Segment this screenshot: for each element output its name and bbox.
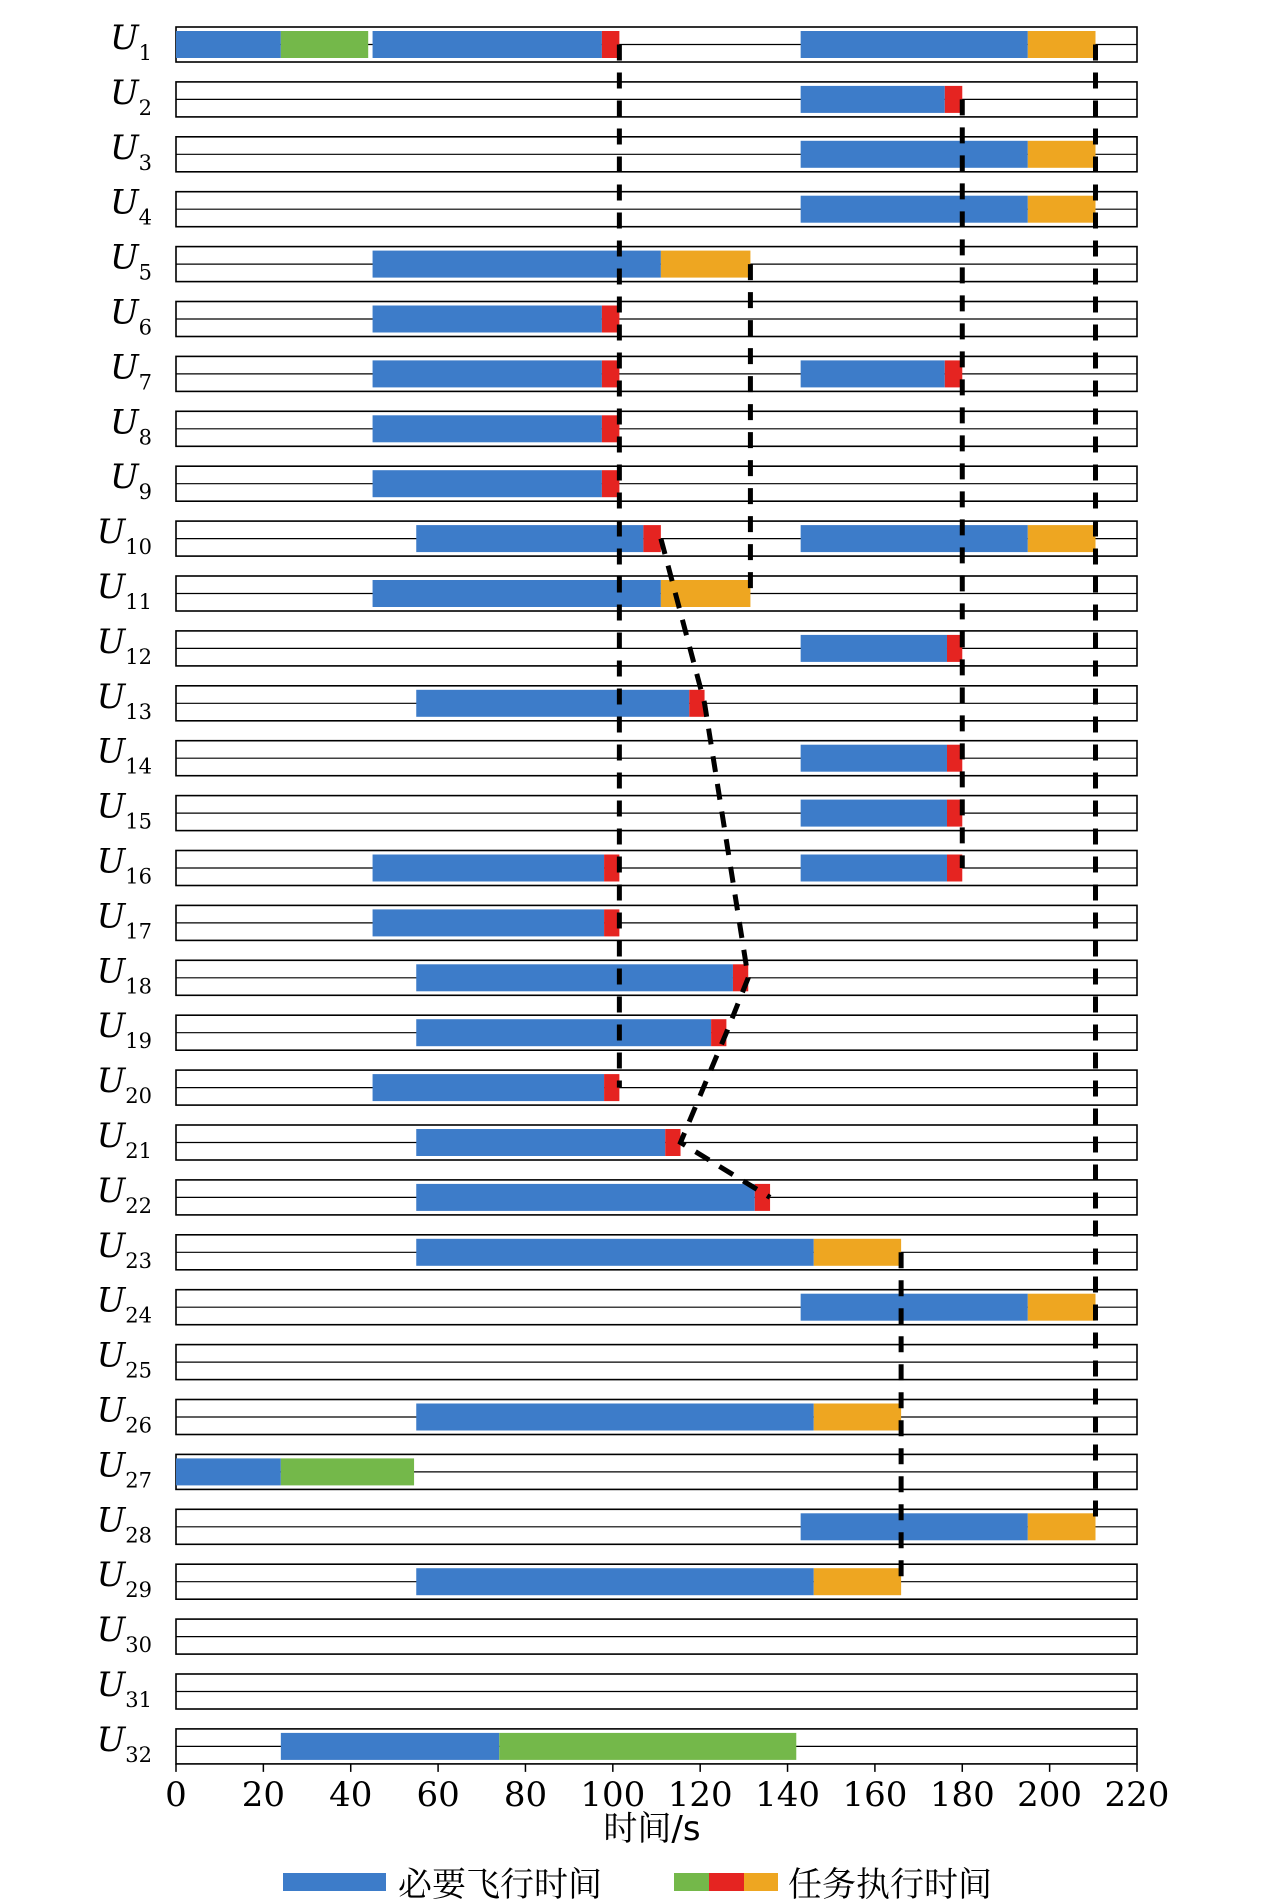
lane-label-9: $U_9$ — [109, 457, 152, 505]
bar-u10-red-25 — [643, 525, 660, 552]
bar-u7-flight-16 — [373, 360, 602, 387]
bar-u4-flight-10 — [801, 196, 1028, 223]
bar-u19-flight-46 — [416, 1019, 711, 1046]
lane-label-26: $U_{26}$ — [96, 1390, 152, 1438]
lane-label-15: $U_{15}$ — [96, 786, 152, 834]
bar-u13-flight-32 — [416, 690, 689, 717]
lane-label-19: $U_{19}$ — [96, 1006, 152, 1054]
bar-u7-red-19 — [945, 360, 962, 387]
lane-label-13: $U_{13}$ — [96, 676, 152, 724]
lane-label-18: $U_{18}$ — [96, 951, 152, 999]
legend-swatch-task-green — [674, 1873, 709, 1891]
lane-label-25: $U_{25}$ — [96, 1335, 152, 1383]
lane-label-4: $U_4$ — [109, 182, 152, 230]
bar-u32-green-67 — [499, 1733, 796, 1760]
bar-u7-red-17 — [602, 360, 619, 387]
legend-swatch-task-orange — [744, 1873, 778, 1891]
bar-u23-orange-55 — [814, 1239, 901, 1266]
bar-u14-flight-34 — [801, 745, 947, 772]
x-tick-label-220: 220 — [1104, 1774, 1170, 1815]
bar-u10-flight-26 — [801, 525, 1028, 552]
bar-u1-green-1 — [281, 31, 368, 58]
x-tick-label-60: 60 — [416, 1774, 460, 1815]
lane-label-27: $U_{27}$ — [96, 1445, 152, 1493]
x-tick-label-20: 20 — [241, 1774, 285, 1815]
lane-label-7: $U_7$ — [109, 347, 152, 395]
bar-u1-flight-2 — [373, 31, 602, 58]
bar-u4-orange-11 — [1028, 196, 1096, 223]
bar-u8-flight-20 — [373, 415, 602, 442]
bar-u1-flight-4 — [801, 31, 1028, 58]
lane-label-24: $U_{24}$ — [96, 1280, 152, 1328]
bar-u1-red-3 — [602, 31, 619, 58]
bar-u20-flight-48 — [373, 1074, 605, 1101]
bar-u2-flight-6 — [801, 86, 945, 113]
bar-u27-green-61 — [281, 1458, 414, 1485]
bar-u15-flight-36 — [801, 800, 947, 827]
x-tick-label-180: 180 — [929, 1774, 995, 1815]
legend — [283, 1865, 992, 1904]
legend-label-flight: 必要飞行时间 — [398, 1865, 602, 1904]
bar-u3-orange-9 — [1028, 141, 1096, 168]
lane-label-3: $U_3$ — [109, 127, 152, 175]
bar-u27-flight-60 — [176, 1458, 281, 1485]
bar-u9-red-23 — [602, 470, 619, 497]
x-tick-label-40: 40 — [329, 1774, 373, 1815]
bar-u22-flight-52 — [416, 1184, 755, 1211]
lane-label-12: $U_{12}$ — [96, 621, 152, 669]
bar-u16-flight-40 — [801, 855, 947, 882]
x-tick-label-100: 100 — [580, 1774, 646, 1815]
bar-u1-orange-5 — [1028, 31, 1096, 58]
lane-label-8: $U_8$ — [109, 402, 152, 450]
lane-label-16: $U_{16}$ — [96, 841, 152, 889]
bar-u8-red-21 — [602, 415, 619, 442]
x-tick-label-200: 200 — [1017, 1774, 1083, 1815]
bar-u12-flight-30 — [801, 635, 947, 662]
bar-u10-flight-24 — [416, 525, 643, 552]
lanes-layer — [97, 18, 1137, 1767]
lane-label-2: $U_2$ — [109, 72, 152, 120]
bar-u18-flight-44 — [416, 964, 733, 991]
bar-u23-flight-54 — [416, 1239, 814, 1266]
lane-label-31: $U_{31}$ — [96, 1665, 152, 1712]
bar-u28-orange-63 — [1028, 1513, 1096, 1540]
bar-u26-orange-59 — [814, 1404, 901, 1431]
bar-u9-flight-22 — [373, 470, 602, 497]
bar-u2-red-7 — [945, 86, 962, 113]
x-tick-label-120: 120 — [667, 1774, 733, 1815]
bar-u6-red-15 — [602, 306, 619, 333]
lane-label-29: $U_{29}$ — [96, 1555, 152, 1603]
lane-label-23: $U_{23}$ — [96, 1225, 152, 1273]
lane-label-10: $U_{10}$ — [96, 512, 152, 560]
legend-label-task: 任务执行时间 — [788, 1865, 992, 1904]
bar-u16-flight-38 — [373, 855, 605, 882]
x-axis — [165, 1764, 1169, 1815]
x-axis-label: 时间/s — [603, 1809, 701, 1849]
x-tick-label-80: 80 — [503, 1774, 548, 1815]
bar-u32-flight-66 — [281, 1733, 499, 1760]
lane-label-17: $U_{17}$ — [96, 896, 152, 944]
lane-label-1: $U_1$ — [109, 18, 152, 65]
bar-u17-flight-42 — [373, 909, 605, 936]
bar-u29-flight-64 — [416, 1568, 814, 1595]
legend-swatch-flight — [283, 1873, 386, 1891]
lane-label-28: $U_{28}$ — [96, 1500, 152, 1548]
lane-label-5: $U_5$ — [109, 237, 152, 285]
x-tick-label-0: 0 — [165, 1774, 187, 1815]
bar-u21-flight-50 — [416, 1129, 665, 1156]
lane-label-30: $U_{30}$ — [96, 1610, 152, 1658]
bar-u26-flight-58 — [416, 1404, 814, 1431]
lane-label-11: $U_{11}$ — [96, 567, 152, 614]
legend-swatch-task-red — [709, 1873, 744, 1891]
lane-label-14: $U_{14}$ — [96, 731, 152, 779]
x-tick-label-140: 140 — [755, 1774, 820, 1815]
lane-label-22: $U_{22}$ — [96, 1170, 152, 1218]
bar-u7-flight-18 — [801, 360, 945, 387]
bar-u3-flight-8 — [801, 141, 1028, 168]
bar-u24-flight-56 — [801, 1294, 1028, 1321]
bar-u6-flight-14 — [373, 306, 602, 333]
lane-label-32: $U_{32}$ — [96, 1719, 152, 1767]
x-tick-label-160: 160 — [842, 1774, 908, 1815]
bar-u29-orange-65 — [814, 1568, 901, 1595]
bar-u1-flight-0 — [176, 31, 281, 58]
lane-label-20: $U_{20}$ — [96, 1061, 152, 1109]
bar-u28-flight-62 — [801, 1513, 1028, 1540]
lane-label-6: $U_6$ — [109, 292, 152, 340]
bar-u24-orange-57 — [1028, 1294, 1096, 1321]
bar-u10-orange-27 — [1028, 525, 1096, 552]
lane-label-21: $U_{21}$ — [96, 1116, 152, 1163]
bars-layer — [176, 31, 1096, 1760]
bar-u5-orange-13 — [661, 251, 751, 278]
